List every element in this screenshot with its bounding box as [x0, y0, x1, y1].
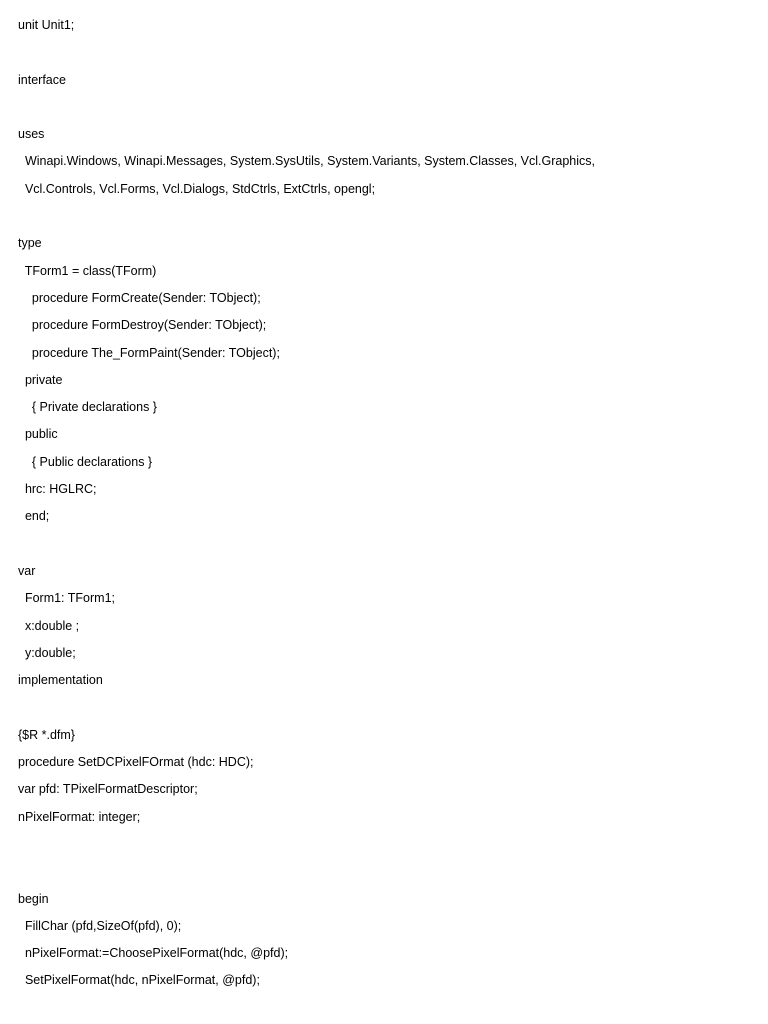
code-line: hrc: HGLRC;: [18, 482, 97, 497]
code-line: procedure The_FormPaint(Sender: TObject);: [18, 345, 280, 360]
code-line: { Public declarations }: [18, 454, 153, 469]
code-line: [18, 834, 748, 861]
code-line: Winapi.Windows, Winapi.Messages, System.SysUtils, System.Variants, System.Classes, Vcl.Graphics,: [18, 154, 596, 169]
code-line: procedure SetDCPixelFOrmat (hdc: HDC);: [18, 755, 254, 770]
code-line: Form1: TForm1;: [18, 591, 116, 606]
code-line: [18, 42, 748, 69]
code-line: type: [18, 236, 42, 251]
code-line: public: [18, 427, 58, 442]
code-line: Vcl.Controls, Vcl.Forms, Vcl.Dialogs, StdCtrls, ExtCtrls, opengl;: [18, 181, 376, 196]
code-line: uses: [18, 127, 45, 142]
code-line: procedure FormCreate(Sender: TObject);: [18, 290, 261, 305]
code-line: procedure FormDestroy(Sender: TObject);: [18, 318, 267, 333]
code-line: [18, 861, 748, 888]
code-line: interface: [18, 72, 66, 87]
code-line: { Private declarations }: [18, 400, 157, 415]
code-line: x:double ;: [18, 618, 80, 633]
code-line: y:double;: [18, 645, 76, 660]
code-line: [18, 206, 748, 233]
code-line: [18, 697, 748, 724]
code-line: nPixelFormat: integer;: [18, 809, 141, 824]
code-line: implementation: [18, 673, 103, 688]
code-line: var pfd: TPixelFormatDescriptor;: [18, 782, 198, 797]
code-line: [18, 534, 748, 561]
code-line: [18, 97, 748, 124]
code-line: begin: [18, 891, 49, 906]
code-line: unit Unit1;: [18, 18, 75, 32]
code-line: SetPixelFormat(hdc, nPixelFormat, @pfd);: [18, 973, 260, 988]
document-body: [18, 15, 748, 998]
code-line: TForm1 = class(TForm): [18, 263, 157, 278]
code-line: {$R *.dfm}: [18, 727, 75, 742]
code-line: private: [18, 372, 63, 387]
code-line: FillChar (pfd,SizeOf(pfd), 0);: [18, 918, 182, 933]
code-line: end;: [18, 509, 50, 524]
code-line: var: [18, 563, 36, 578]
code-line: nPixelFormat:=ChoosePixelFormat(hdc, @pfd);: [18, 946, 289, 961]
